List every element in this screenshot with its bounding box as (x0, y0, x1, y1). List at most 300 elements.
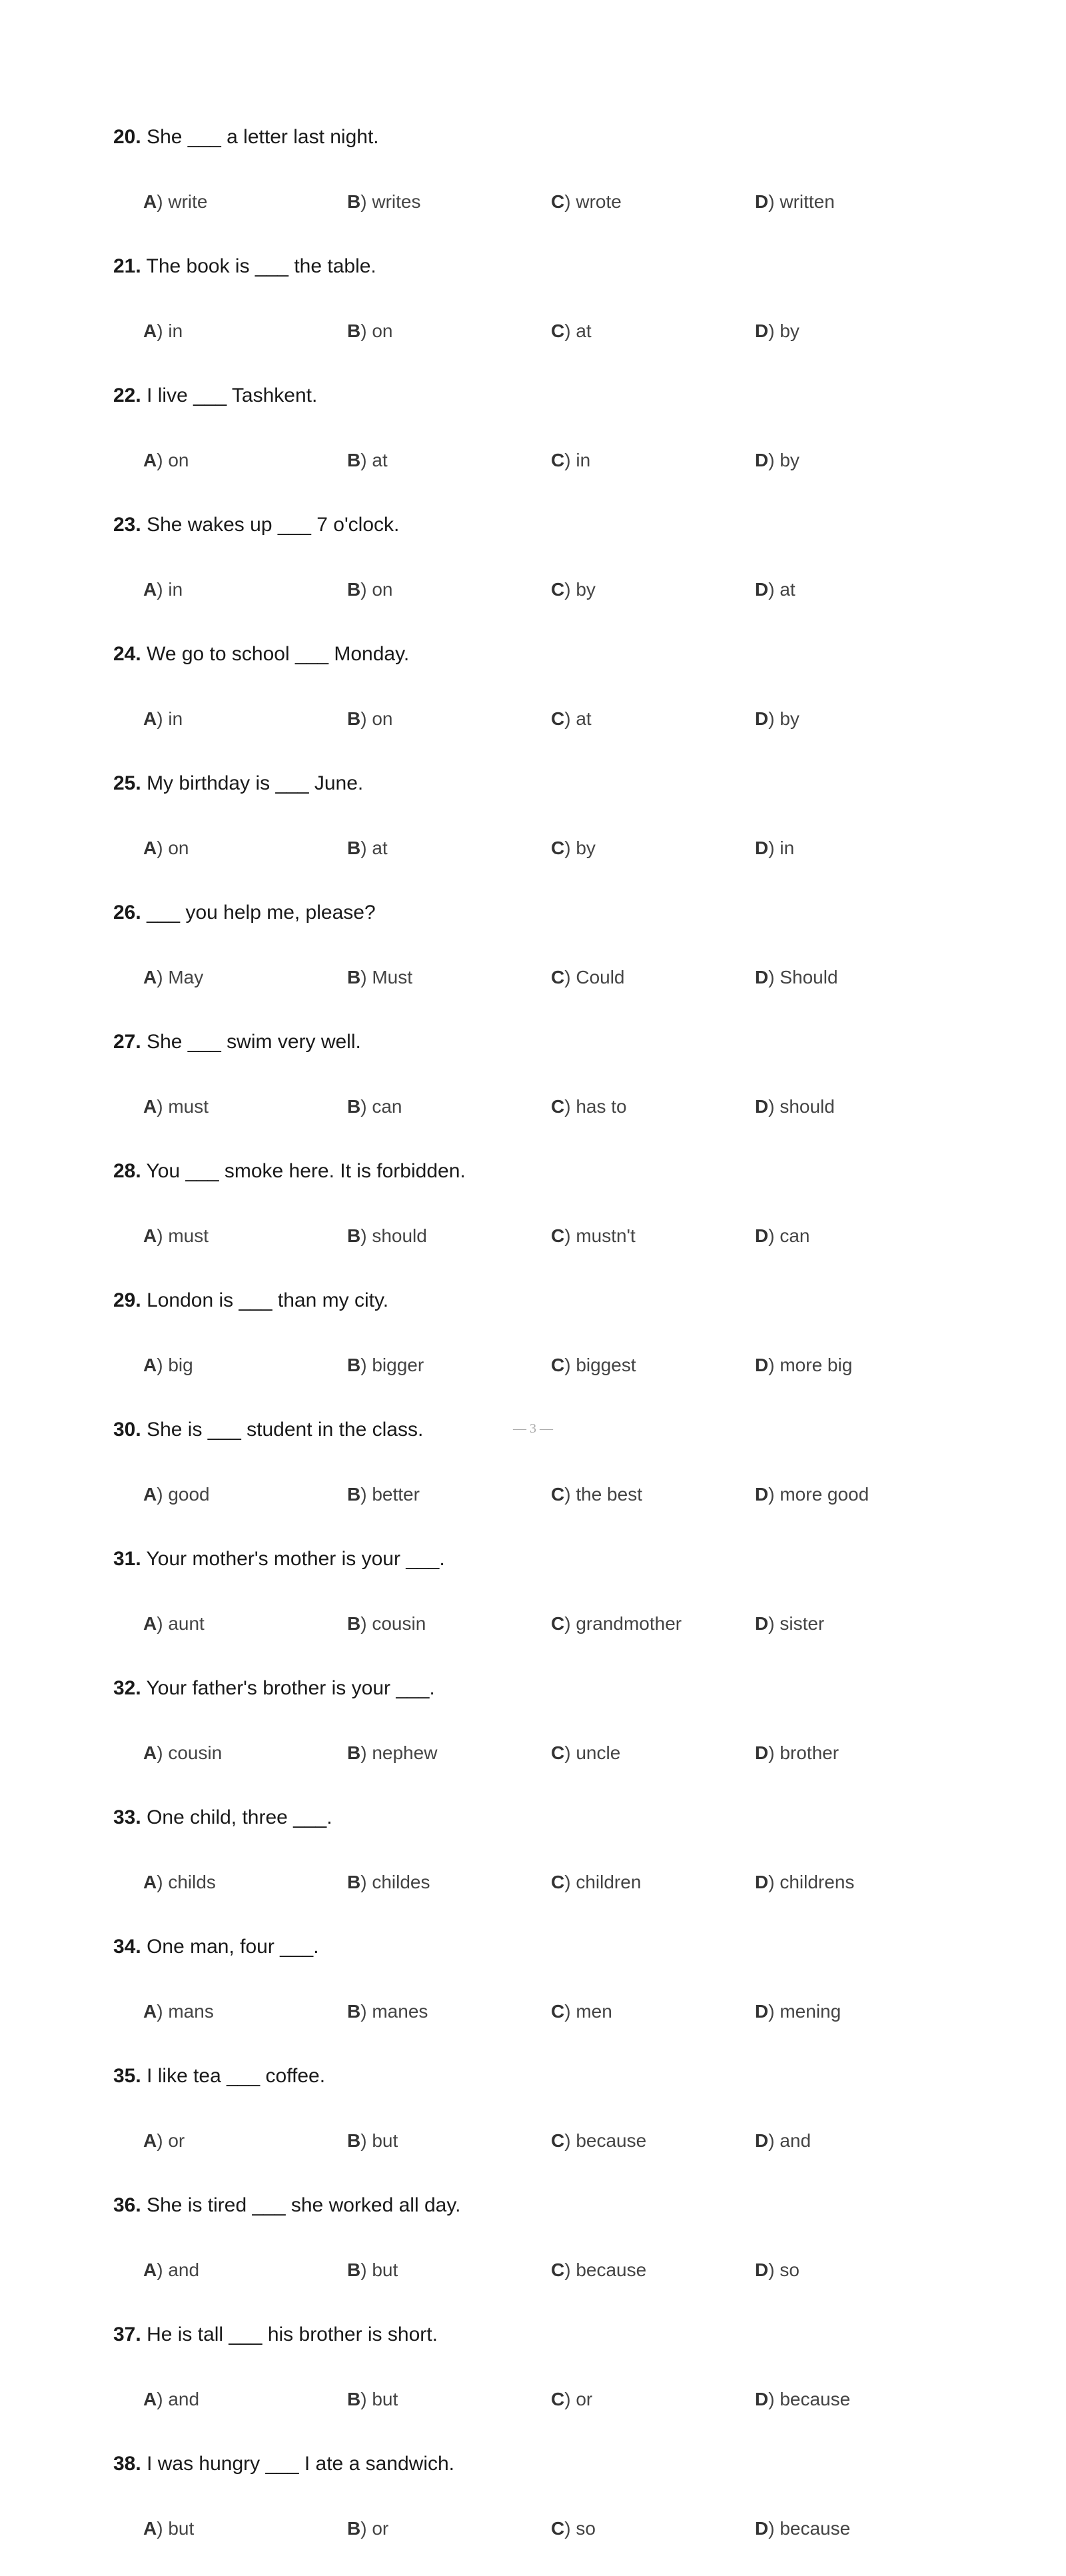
option-paren: ) (564, 1872, 576, 1892)
option-text: should (372, 1225, 427, 1246)
option-text: bigger (372, 1355, 424, 1375)
answer-options (143, 443, 969, 478)
answer-option (143, 1477, 210, 1512)
option-letter: B (347, 2259, 361, 2280)
answer-option (755, 702, 800, 736)
option-paren: ) (768, 1484, 780, 1505)
answer-options (143, 1477, 969, 1512)
answer-option (755, 1865, 854, 1900)
answer-options (143, 960, 969, 995)
option-paren: ) (360, 450, 372, 470)
question-number: 30. (113, 1419, 141, 1441)
answer-options (143, 1219, 969, 1253)
option-letter: A (143, 2518, 157, 2539)
answer-options (143, 2124, 969, 2158)
option-paren: ) (360, 1096, 372, 1117)
answer-option (143, 1865, 216, 1900)
option-text: aunt (168, 1613, 205, 1634)
option-paren: ) (564, 579, 576, 600)
answer-options (143, 2511, 969, 2546)
option-text: mans (168, 2001, 214, 2022)
answer-option (347, 1348, 424, 1383)
option-text: Could (576, 967, 625, 987)
answer-option (551, 702, 592, 736)
option-text: cousin (168, 1742, 223, 1763)
option-letter: A (143, 1872, 157, 1892)
option-paren: ) (768, 191, 780, 212)
question-item (113, 378, 979, 508)
option-text: biggest (576, 1355, 636, 1375)
answer-option (755, 443, 800, 478)
question-stem (113, 637, 409, 672)
answer-options (143, 1994, 969, 2029)
option-text: because (780, 2518, 851, 2539)
question-number: 29. (113, 1289, 141, 1311)
option-letter: C (551, 2001, 565, 2022)
option-paren: ) (768, 2001, 780, 2022)
option-text: brother (780, 1742, 839, 1763)
option-letter: B (347, 321, 361, 341)
answer-option (347, 2511, 388, 2546)
answer-options (143, 314, 969, 348)
question-stem (113, 2059, 325, 2094)
option-text: by (576, 838, 596, 858)
answer-option (551, 1348, 636, 1383)
option-paren: ) (157, 1872, 169, 1892)
question-stem (113, 766, 363, 801)
option-letter: A (143, 1742, 157, 1763)
option-paren: ) (768, 321, 780, 341)
answer-option (143, 572, 183, 607)
question-text: I live ___ Tashkent. (147, 384, 318, 406)
option-text: so (576, 2518, 596, 2539)
option-text: at (372, 838, 388, 858)
option-paren: ) (157, 2389, 169, 2409)
question-list (113, 120, 979, 2576)
answer-option (347, 443, 388, 478)
option-paren: ) (360, 838, 372, 858)
option-paren: ) (360, 1355, 372, 1375)
option-letter: B (347, 1872, 361, 1892)
answer-option (347, 831, 388, 866)
answer-option (551, 572, 596, 607)
option-letter: C (551, 1355, 565, 1375)
answer-options (143, 1089, 969, 1124)
answer-option (551, 2124, 646, 2158)
question-number: 33. (113, 1806, 141, 1828)
option-paren: ) (360, 2259, 372, 2280)
option-paren: ) (360, 2130, 372, 2151)
answer-option (143, 443, 189, 478)
option-text: and (168, 2389, 200, 2409)
option-paren: ) (768, 2259, 780, 2280)
option-letter: C (551, 1096, 565, 1117)
answer-options (143, 831, 969, 866)
option-text: because (576, 2130, 647, 2151)
option-letter: A (143, 1096, 157, 1117)
option-letter: B (347, 2389, 361, 2409)
question-text: London is ___ than my city. (147, 1289, 389, 1311)
option-letter: C (551, 2259, 565, 2280)
option-letter: C (551, 967, 565, 987)
answer-option (551, 185, 622, 219)
answer-option (755, 185, 835, 219)
option-paren: ) (360, 1872, 372, 1892)
option-text: more good (780, 1484, 869, 1505)
option-text: or (372, 2518, 389, 2539)
option-letter: B (347, 191, 361, 212)
question-item (113, 896, 979, 1025)
answer-option (347, 572, 393, 607)
option-letter: D (755, 1225, 769, 1246)
option-letter: B (347, 2518, 361, 2539)
option-text: big (168, 1355, 193, 1375)
option-paren: ) (564, 321, 576, 341)
question-text: She ___ a letter last night. (147, 126, 379, 148)
option-paren: ) (157, 708, 169, 729)
question-item (113, 2317, 979, 2447)
option-paren: ) (564, 1096, 576, 1117)
option-text: Should (780, 967, 838, 987)
option-paren: ) (564, 450, 576, 470)
option-text: because (576, 2259, 647, 2280)
question-item (113, 508, 979, 637)
option-paren: ) (768, 2389, 780, 2409)
option-paren: ) (564, 191, 576, 212)
question-stem (113, 2447, 454, 2481)
option-text: by (780, 321, 800, 341)
option-letter: B (347, 1096, 361, 1117)
option-letter: A (143, 1613, 157, 1634)
option-letter: A (143, 2001, 157, 2022)
option-paren: ) (768, 1872, 780, 1892)
answer-option (755, 2124, 811, 2158)
question-number: 21. (113, 255, 141, 277)
answer-option (755, 831, 794, 866)
option-paren: ) (157, 838, 169, 858)
option-letter: C (551, 450, 565, 470)
answer-option (347, 702, 393, 736)
answer-option (143, 702, 183, 736)
option-letter: B (347, 579, 361, 600)
option-paren: ) (157, 321, 169, 341)
question-text: She ___ swim very well. (147, 1031, 361, 1053)
option-text: by (780, 450, 800, 470)
option-letter: A (143, 2130, 157, 2151)
option-text: better (372, 1484, 420, 1505)
question-stem (113, 1154, 466, 1189)
option-paren: ) (768, 1613, 780, 1634)
answer-option (347, 314, 393, 348)
answer-option (551, 960, 625, 995)
question-number: 20. (113, 126, 141, 148)
option-letter: D (755, 1613, 769, 1634)
option-paren: ) (768, 1225, 780, 1246)
question-item (113, 1800, 979, 1930)
option-text: because (780, 2389, 851, 2409)
option-letter: D (755, 2518, 769, 2539)
option-letter: B (347, 1613, 361, 1634)
option-text: on (168, 450, 189, 470)
answer-option (755, 1994, 841, 2029)
question-number: 22. (113, 384, 141, 406)
option-letter: C (551, 708, 565, 729)
question-item (113, 1930, 979, 2059)
answer-option (143, 1736, 222, 1770)
option-letter: D (755, 708, 769, 729)
option-paren: ) (564, 708, 576, 729)
question-item (113, 120, 979, 249)
option-letter: B (347, 450, 361, 470)
answer-option (551, 314, 592, 348)
option-letter: B (347, 838, 361, 858)
question-number: 36. (113, 2194, 141, 2216)
answer-option (551, 1736, 620, 1770)
question-number: 31. (113, 1548, 141, 1570)
option-paren: ) (564, 1742, 576, 1763)
option-paren: ) (360, 2389, 372, 2409)
option-text: but (372, 2130, 398, 2151)
option-paren: ) (157, 1355, 169, 1375)
option-text: at (576, 321, 592, 341)
option-text: the best (576, 1484, 642, 1505)
question-stem (113, 1800, 332, 1835)
option-letter: D (755, 1742, 769, 1763)
option-paren: ) (360, 967, 372, 987)
page-number: — 3 — (513, 1421, 553, 1436)
option-text: but (372, 2259, 398, 2280)
answer-option (143, 1219, 209, 1253)
option-paren: ) (768, 1096, 780, 1117)
answer-option (551, 443, 590, 478)
answer-option (347, 185, 420, 219)
answer-option (143, 1348, 193, 1383)
answer-option (347, 2124, 398, 2158)
option-letter: D (755, 450, 769, 470)
option-letter: C (551, 838, 565, 858)
option-paren: ) (157, 1225, 169, 1246)
option-text: cousin (372, 1613, 426, 1634)
option-paren: ) (360, 2001, 372, 2022)
option-paren: ) (360, 579, 372, 600)
option-text: May (168, 967, 204, 987)
question-number: 38. (113, 2453, 141, 2475)
answer-options (143, 2382, 969, 2417)
answer-option (551, 1089, 627, 1124)
option-letter: A (143, 1484, 157, 1505)
option-paren: ) (564, 1355, 576, 1375)
option-letter: D (755, 838, 769, 858)
question-text: You ___ smoke here. It is forbidden. (146, 1160, 466, 1182)
question-stem (113, 1930, 319, 1964)
option-text: wrote (576, 191, 622, 212)
option-text: in (168, 579, 183, 600)
question-text: She wakes up ___ 7 o'clock. (147, 514, 400, 536)
option-paren: ) (157, 2259, 169, 2280)
option-text: grandmother (576, 1613, 682, 1634)
option-paren: ) (768, 579, 780, 600)
option-paren: ) (564, 2518, 576, 2539)
option-letter: D (755, 321, 769, 341)
option-paren: ) (360, 2518, 372, 2539)
answer-option (755, 1089, 835, 1124)
question-stem (113, 1671, 435, 1706)
answer-option (551, 1865, 641, 1900)
answer-option (347, 1865, 430, 1900)
option-paren: ) (768, 967, 780, 987)
answer-option (755, 314, 800, 348)
question-number: 35. (113, 2065, 141, 2087)
option-paren: ) (564, 838, 576, 858)
option-paren: ) (360, 1742, 372, 1763)
answer-option (347, 1219, 427, 1253)
option-text: and (168, 2259, 200, 2280)
option-text: can (372, 1096, 402, 1117)
option-letter: C (551, 1742, 565, 1763)
option-text: but (168, 2518, 195, 2539)
option-text: on (372, 579, 393, 600)
question-text: Your father's brother is your ___. (146, 1677, 435, 1699)
answer-option (347, 1477, 420, 1512)
option-letter: C (551, 579, 565, 600)
answer-options (143, 1607, 969, 1641)
answer-option (347, 2382, 398, 2417)
question-stem (113, 378, 317, 413)
option-paren: ) (768, 1742, 780, 1763)
option-text: writes (372, 191, 421, 212)
answer-option (143, 1994, 214, 2029)
option-paren: ) (360, 1225, 372, 1246)
question-text: I was hungry ___ I ate a sandwich. (147, 2453, 455, 2475)
question-item (113, 1025, 979, 1154)
option-paren: ) (564, 1484, 576, 1505)
question-stem (113, 896, 376, 930)
question-stem (113, 508, 399, 542)
answer-option (347, 1089, 402, 1124)
option-text: by (780, 708, 800, 729)
answer-option (755, 960, 838, 995)
question-text: We go to school ___ Monday. (147, 643, 410, 665)
answer-option (551, 1477, 642, 1512)
option-paren: ) (360, 321, 372, 341)
answer-options (143, 572, 969, 607)
option-paren: ) (564, 1613, 576, 1634)
question-stem (113, 249, 376, 284)
option-letter: A (143, 321, 157, 341)
option-text: has to (576, 1096, 627, 1117)
question-number: 23. (113, 514, 141, 536)
option-text: sister (780, 1613, 825, 1634)
question-number: 37. (113, 2323, 141, 2345)
answer-option (551, 831, 596, 866)
question-item (113, 1542, 979, 1671)
option-letter: C (551, 1613, 565, 1634)
answer-option (755, 1736, 839, 1770)
option-text: on (372, 321, 393, 341)
option-paren: ) (564, 1225, 576, 1246)
option-text: can (780, 1225, 810, 1246)
question-stem (113, 1542, 445, 1577)
option-paren: ) (564, 967, 576, 987)
option-text: by (576, 579, 596, 600)
answer-option (143, 1607, 205, 1641)
option-letter: C (551, 321, 565, 341)
option-text: at (780, 579, 796, 600)
option-letter: A (143, 191, 157, 212)
option-letter: A (143, 1355, 157, 1375)
option-paren: ) (157, 191, 169, 212)
answer-options (143, 1348, 969, 1383)
option-text: or (576, 2389, 593, 2409)
option-letter: A (143, 708, 157, 729)
question-item (113, 249, 979, 378)
option-letter: A (143, 1225, 157, 1246)
answer-option (347, 1736, 437, 1770)
answer-option (143, 2382, 199, 2417)
option-text: more big (780, 1355, 853, 1375)
option-text: on (168, 838, 189, 858)
option-letter: A (143, 967, 157, 987)
option-text: or (168, 2130, 185, 2151)
option-paren: ) (157, 2001, 169, 2022)
answer-options (143, 2253, 969, 2287)
question-item (113, 1154, 979, 1283)
question-stem (113, 2317, 438, 2352)
answer-option (755, 1607, 824, 1641)
question-item (113, 1671, 979, 1800)
option-paren: ) (768, 2130, 780, 2151)
answer-option (755, 2253, 800, 2287)
option-paren: ) (157, 579, 169, 600)
answer-option (143, 185, 207, 219)
option-paren: ) (157, 967, 169, 987)
option-text: must (168, 1225, 209, 1246)
question-text: She is ___ student in the class. (147, 1419, 424, 1441)
answer-option (551, 2382, 592, 2417)
answer-option (755, 2511, 850, 2546)
answer-option (347, 2253, 398, 2287)
option-text: at (372, 450, 388, 470)
option-text: in (780, 838, 795, 858)
answer-option (143, 1089, 209, 1124)
option-letter: D (755, 1355, 769, 1375)
option-text: good (168, 1484, 210, 1505)
option-letter: D (755, 1872, 769, 1892)
option-letter: C (551, 1225, 565, 1246)
option-letter: D (755, 967, 769, 987)
question-item (113, 2059, 979, 2188)
answer-option (551, 2511, 596, 2546)
question-text: ___ you help me, please? (147, 902, 376, 924)
answer-option (551, 1994, 612, 2029)
option-text: but (372, 2389, 398, 2409)
option-paren: ) (157, 1742, 169, 1763)
option-paren: ) (768, 1355, 780, 1375)
option-letter: C (551, 191, 565, 212)
option-paren: ) (360, 1613, 372, 1634)
option-letter: A (143, 2259, 157, 2280)
question-text: One child, three ___. (147, 1806, 332, 1828)
option-text: in (168, 321, 183, 341)
option-letter: C (551, 2389, 565, 2409)
option-paren: ) (768, 838, 780, 858)
answer-option (143, 831, 189, 866)
option-letter: A (143, 450, 157, 470)
option-letter: D (755, 2259, 769, 2280)
answer-option (551, 1219, 636, 1253)
option-text: children (576, 1872, 642, 1892)
option-paren: ) (564, 2001, 576, 2022)
